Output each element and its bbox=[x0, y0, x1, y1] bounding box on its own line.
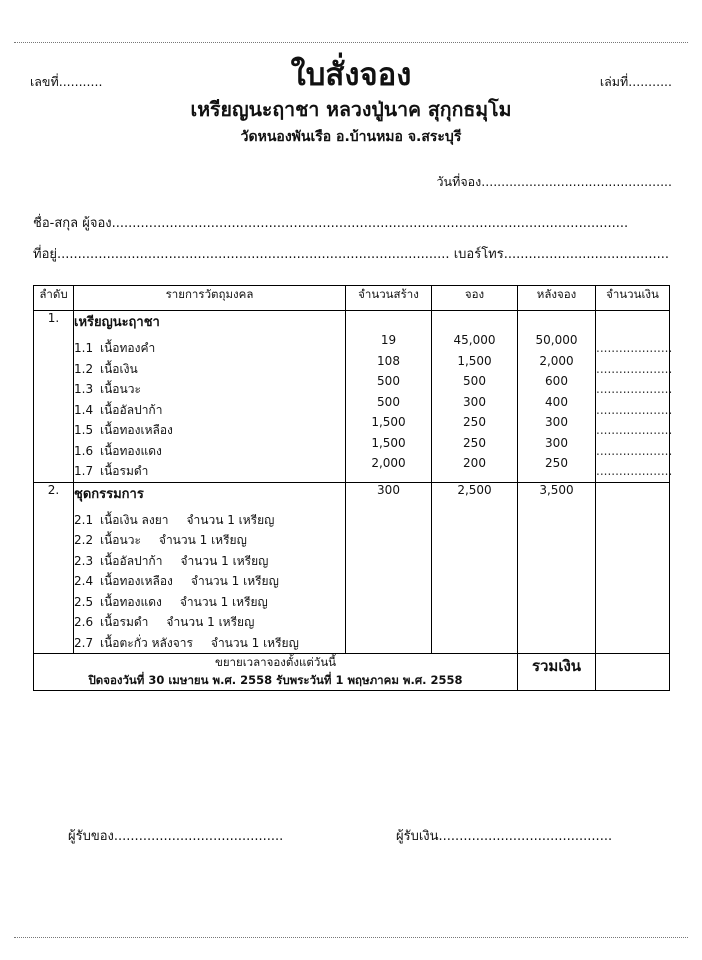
document-number-field[interactable]: เลขที่........... bbox=[30, 74, 103, 89]
list-item bbox=[74, 338, 345, 359]
item-name: เนื้ออัลปาก้า bbox=[100, 402, 163, 417]
group1-description bbox=[74, 311, 346, 483]
table-row bbox=[34, 311, 670, 483]
item-name: เนื้อรมดำ bbox=[100, 464, 149, 478]
cell-after: 300 bbox=[545, 415, 568, 429]
cell-made: 2,000 bbox=[371, 456, 406, 470]
group2-no: 2. bbox=[34, 482, 74, 654]
item-name: เนื้อนวะ bbox=[100, 533, 141, 547]
cashier-signature-field[interactable]: ผู้รับเงิน.......................................... bbox=[396, 829, 613, 844]
address-field[interactable]: ที่อยู่............................................................................................... bbox=[33, 247, 450, 262]
phone-field[interactable]: เบอร์โทร........................................ bbox=[453, 247, 670, 262]
col-header-description: รายการวัตถุมงคล bbox=[74, 286, 346, 311]
customer-name-field[interactable]: ชื่อ-สกุล ผู้จอง............................................................................................................................. bbox=[33, 216, 629, 231]
group1-title: เหรียญนะฤาชา bbox=[74, 315, 160, 330]
item-index: 2.4 bbox=[74, 574, 94, 588]
group1-after-column bbox=[518, 311, 596, 483]
item-name: เนื้อทองแดง bbox=[100, 594, 162, 609]
cell-amount[interactable]: .................... bbox=[596, 341, 673, 355]
item-qty: จำนวน 1 เหรียญ bbox=[179, 594, 268, 609]
table-header-row bbox=[34, 286, 670, 311]
item-name: เนื้อทองคำ bbox=[100, 341, 156, 355]
bottom-cut-line bbox=[14, 937, 688, 938]
list-item bbox=[74, 420, 345, 441]
cell-after: 300 bbox=[545, 435, 568, 450]
list-item bbox=[74, 510, 345, 531]
footer-note bbox=[34, 654, 518, 691]
cell-booking: 500 bbox=[463, 374, 486, 388]
cell-amount[interactable]: .................... bbox=[596, 423, 673, 437]
cell-booking: 45,000 bbox=[453, 333, 496, 347]
document-volume-field[interactable]: เล่มที่........... bbox=[599, 74, 672, 89]
group1-no: 1. bbox=[34, 311, 74, 483]
item-name: เนื้อทองแดง bbox=[100, 443, 162, 458]
cell-booking: 250 bbox=[463, 435, 486, 450]
list-item bbox=[74, 400, 345, 421]
col-header-after-booking: หลังจอง bbox=[518, 286, 596, 311]
cell-after: 50,000 bbox=[535, 333, 578, 347]
total-label: รวมเงิน bbox=[518, 654, 596, 691]
item-index: 2.5 bbox=[74, 594, 94, 609]
item-name: เนื้อทองเหลือง bbox=[100, 574, 173, 588]
list-item bbox=[74, 359, 345, 380]
item-index: 1.2 bbox=[74, 361, 94, 376]
group1-made-column bbox=[346, 311, 432, 483]
footer-note-line2: ปิดจองวันที่ 30 เมษายน พ.ศ. 2558 รับพระวันที่ 1 พฤษภาคม พ.ศ. 2558 bbox=[88, 672, 463, 687]
item-name: เนื้อเงิน bbox=[100, 361, 138, 376]
item-index: 2.3 bbox=[74, 553, 94, 568]
list-item bbox=[74, 633, 345, 654]
cell-made: 500 bbox=[377, 374, 400, 388]
item-index: 1.1 bbox=[74, 341, 94, 355]
item-index: 1.6 bbox=[74, 443, 94, 458]
cell-after: 2,000 bbox=[539, 353, 574, 368]
list-item bbox=[74, 441, 345, 462]
item-index: 1.4 bbox=[74, 402, 94, 417]
item-qty: จำนวน 1 เหรียญ bbox=[158, 533, 247, 547]
cell-made: 1,500 bbox=[371, 415, 406, 429]
item-name: เนื้อเงิน ลงยา bbox=[100, 512, 169, 527]
cell-made: 500 bbox=[377, 394, 400, 409]
cell-booking: 200 bbox=[463, 456, 486, 470]
order-table bbox=[33, 285, 673, 691]
item-name: เนื้อนวะ bbox=[100, 382, 141, 396]
col-header-amount: จำนวนเงิน bbox=[596, 286, 670, 311]
list-item bbox=[74, 530, 345, 551]
footer-note-line1: ขยายเวลาจองตั้งแต่วันนี้ bbox=[214, 655, 337, 669]
address-phone-row bbox=[33, 243, 672, 264]
cell-amount[interactable]: .................... bbox=[596, 382, 673, 396]
item-qty: จำนวน 1 เหรียญ bbox=[166, 615, 255, 629]
cell-made: 1,500 bbox=[371, 435, 406, 450]
group2-title: ชุดกรรมการ bbox=[74, 486, 144, 502]
list-item bbox=[74, 612, 345, 633]
col-header-booking: จอง bbox=[432, 286, 518, 311]
table-row bbox=[34, 482, 670, 654]
cell-made: 108 bbox=[377, 353, 400, 368]
group1-booking-column bbox=[432, 311, 518, 483]
col-header-no: ลำดับ bbox=[34, 286, 74, 311]
col-header-made: จำนวนสร้าง bbox=[346, 286, 432, 311]
form-subtitle-temple: วัดหนองพันเรือ อ.บ้านหมอ จ.สระบุรี bbox=[240, 129, 462, 146]
item-qty: จำนวน 1 เหรียญ bbox=[190, 574, 279, 588]
form-title: ใบสั่งจอง bbox=[290, 57, 412, 93]
item-qty: จำนวน 1 เหรียญ bbox=[186, 512, 275, 527]
form-subtitle-amulet: เหรียญนะฤาชา หลวงปู่นาค สุกุกธมุโม bbox=[190, 97, 512, 121]
cell-amount[interactable]: .................... bbox=[596, 464, 673, 478]
list-item bbox=[74, 592, 345, 613]
cell-booking: 300 bbox=[463, 394, 486, 409]
group2-booking: 2,500 bbox=[432, 482, 518, 654]
booking-date-field[interactable]: วันที่จอง................................................ bbox=[436, 174, 672, 189]
list-item bbox=[74, 461, 345, 482]
cell-after: 400 bbox=[545, 394, 568, 409]
item-index: 1.3 bbox=[74, 382, 94, 396]
cell-booking: 250 bbox=[463, 415, 486, 429]
group2-made: 300 bbox=[346, 482, 432, 654]
receiver-signature-field[interactable]: ผู้รับของ......................................... bbox=[68, 829, 284, 844]
cell-amount[interactable]: .................... bbox=[596, 361, 673, 376]
list-item bbox=[74, 571, 345, 592]
list-item bbox=[74, 551, 345, 572]
group2-amount[interactable] bbox=[596, 482, 670, 654]
cell-after: 250 bbox=[545, 456, 568, 470]
document-number-row bbox=[30, 70, 672, 92]
item-qty: จำนวน 1 เหรียญ bbox=[180, 553, 269, 568]
item-index: 1.7 bbox=[74, 464, 94, 478]
group2-description bbox=[74, 482, 346, 654]
item-name: เนื้อทองเหลือง bbox=[100, 423, 173, 437]
group1-amount-column[interactable] bbox=[596, 311, 673, 483]
table-footer-row bbox=[34, 654, 670, 691]
list-item bbox=[74, 379, 345, 400]
total-value[interactable] bbox=[596, 654, 670, 691]
group2-after: 3,500 bbox=[518, 482, 596, 654]
cell-after: 600 bbox=[545, 374, 568, 388]
item-index: 2.7 bbox=[74, 635, 94, 650]
cell-made: 19 bbox=[380, 333, 397, 347]
item-index: 2.1 bbox=[74, 512, 94, 527]
item-name: เนื้อรมดำ bbox=[100, 615, 149, 629]
top-cut-line bbox=[14, 42, 688, 43]
item-name: เนื้ออัลปาก้า bbox=[100, 553, 163, 568]
item-index: 1.5 bbox=[74, 423, 94, 437]
item-name: เนื้อตะกั่ว หลังจาร bbox=[100, 635, 193, 650]
cell-booking: 1,500 bbox=[457, 353, 492, 368]
item-index: 2.2 bbox=[74, 533, 94, 547]
item-qty: จำนวน 1 เหรียญ bbox=[210, 635, 299, 650]
cell-amount[interactable]: .................... bbox=[596, 402, 673, 417]
item-index: 2.6 bbox=[74, 615, 94, 629]
cell-amount[interactable]: .................... bbox=[596, 443, 673, 458]
